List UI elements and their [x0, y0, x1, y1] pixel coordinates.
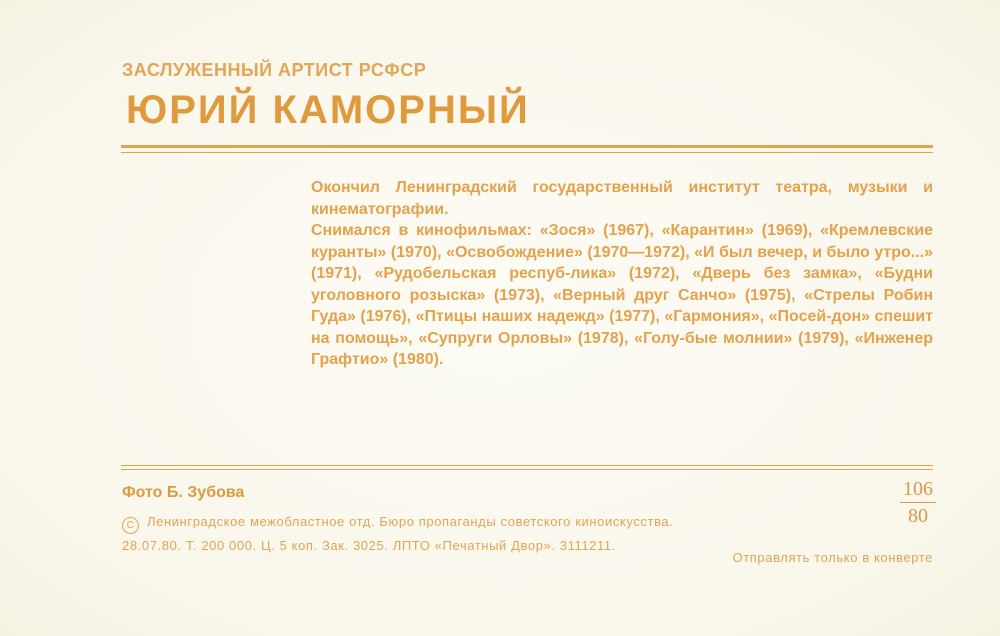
- top-rule-thin: [121, 152, 933, 153]
- copyright-icon: C: [122, 517, 139, 534]
- card-number: [898, 478, 938, 527]
- card-number-top: 106: [903, 478, 933, 500]
- bio-filmography: Снимался в кинофильмах: «Зося» (1967), «Карантин» (1969), «Кремлевские куранты» (1970), «Освобождение» (1970—1972), «И был вечер, и было утро...» (1971), «Рудобельская респуб-лика» (1972), «Дверь без замка», «Будни уголовного розыска» (1973), «Верный друг Санчо» (1975), «Стрелы Робин Гуда» (1976), «Птицы наших надежд» (1977), «Гармония», «Посей-дон» спешит на помощь», «Супруги Орловы» (1978), «Голу-бые молнии» (1979), «Инженер Графтио» (1980).: [311, 222, 933, 368]
- top-rule-thick: [121, 145, 933, 148]
- actor-name: ЮРИЙ КАМОРНЫЙ: [126, 88, 530, 132]
- biography: [311, 177, 933, 371]
- card-number-bottom: 80: [908, 505, 928, 527]
- bottom-rule-thin-2: [121, 469, 933, 470]
- honorary-title: ЗАСЛУЖЕННЫЙ АРТИСТ РСФСР: [122, 60, 427, 80]
- photo-credit: Фото Б. Зубова: [122, 484, 245, 501]
- bottom-rule-thin: [121, 465, 933, 466]
- publisher-line: [122, 514, 673, 534]
- send-note: Отправлять только в конверте: [732, 550, 933, 565]
- fraction-bar: [900, 502, 936, 503]
- print-info: 28.07.80. Т. 200 000. Ц. 5 коп. Зак. 3025. ЛПТО «Печатный Двор». 3111211.: [122, 538, 616, 553]
- publisher-text: Ленинградское межобластное отд. Бюро пропаганды советского киноискусства.: [147, 514, 674, 529]
- bio-education: Окончил Ленинградский государственный институт театра, музыки и кинематографии.: [311, 179, 933, 218]
